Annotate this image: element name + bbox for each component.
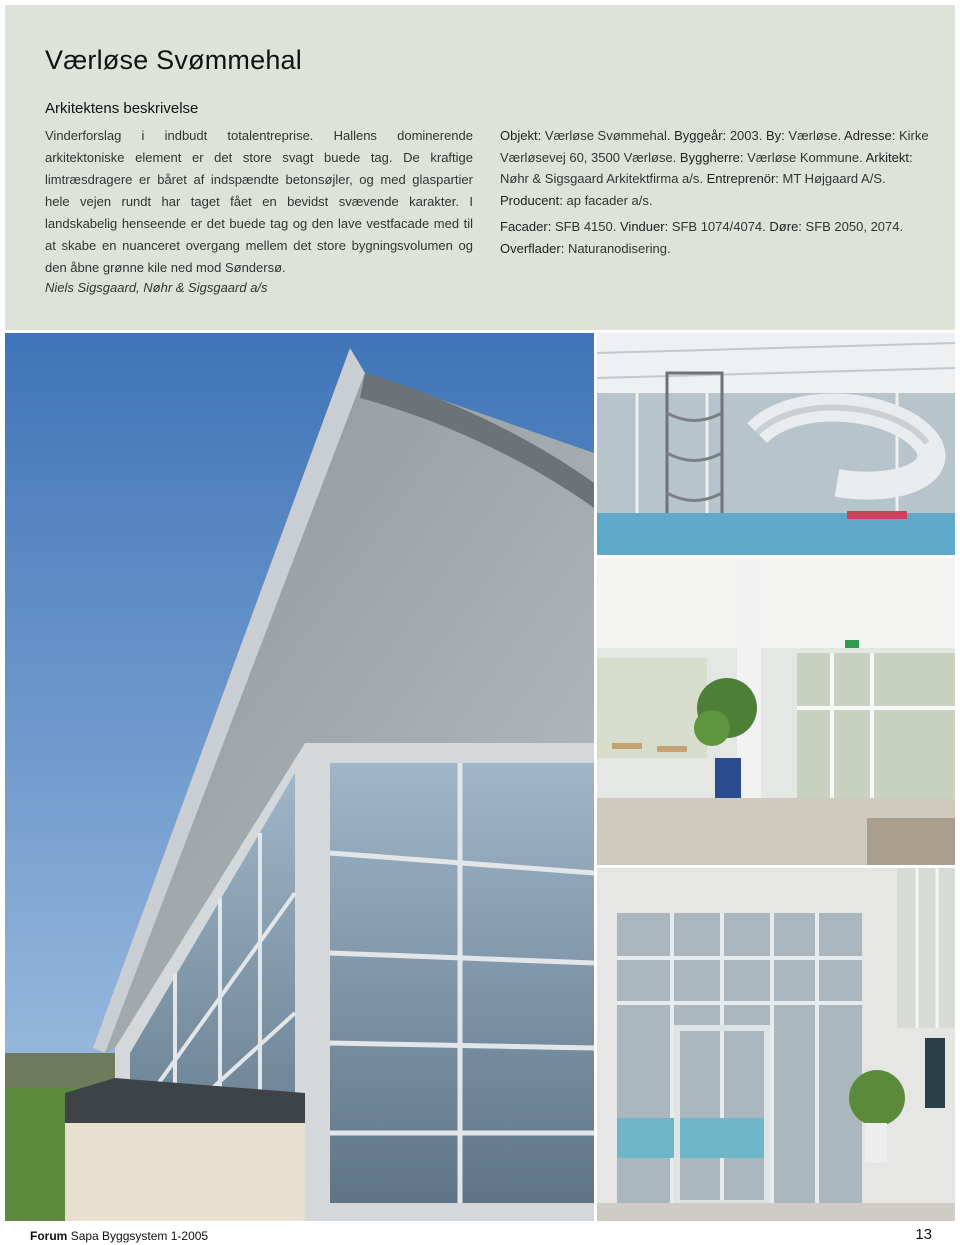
fact-value-entreprenor: MT Højgaard A/S.: [782, 171, 886, 186]
fact-value-dore: SFB 2050, 2074.: [805, 219, 904, 234]
cafe-interior-photo: [597, 558, 955, 865]
fact-label-facader: Facader:: [500, 219, 552, 234]
fact-value-facader: SFB 4150.: [554, 219, 617, 234]
water-slide-illustration: [597, 333, 955, 555]
fact-value-adresse: Kirke Værløsevej 60, 3500 Værløse.: [500, 128, 929, 165]
fact-label-producent: Producent:: [500, 192, 563, 208]
fact-label-vinduer: Vinduer:: [620, 219, 669, 234]
fact-value-objekt: Værløse Svømmehal.: [544, 128, 671, 143]
cafe-interior-illustration: [597, 558, 955, 865]
fact-label-by: By:: [765, 128, 785, 143]
footer-publication: Sapa Byggsystem 1-2005: [70, 1229, 209, 1243]
fact-label-dore: Døre:: [769, 219, 802, 234]
fact-value-byggeaar: 2003.: [729, 128, 763, 143]
fact-label-entreprenor: Entreprenör:: [706, 171, 779, 186]
architect-description: Vinderforslag i indbudt totalentreprise. Hallens dominerende arkitektoniske element er det store svagt buede tag. De kraftige limtræsdragere er båret af indspændte betonsøjler, og med glaspartier hele vejen rundt har taget fået en bevidst svævende karakter. I landskabelig henseende er det buede tag og den lave vestfacade med til at skabe en nuanceret overgang mellem det store bygningsvolumen og den åbne grønne kile ned mod Søndersø.: [45, 128, 473, 275]
lobby-entrance-illustration: [597, 868, 955, 1221]
fact-value-arkitekt: Nøhr & Sigsgaard Arkitektfirma a/s.: [500, 171, 704, 186]
project-facts: [500, 125, 935, 264]
fact-label-adresse: Adresse:: [844, 128, 896, 143]
facts-paragraph-2: [500, 216, 935, 259]
water-slide-photo: [597, 333, 955, 555]
fact-value-overflader: Naturanodisering.: [567, 240, 671, 256]
section-subtitle: Arkitektens beskrivelse: [45, 100, 199, 117]
fact-value-producent: ap facader a/s.: [566, 192, 653, 208]
header-panel: [5, 5, 955, 330]
lobby-entrance-photo: [597, 868, 955, 1221]
fact-value-bygherre: Værløse Kommune.: [747, 149, 863, 165]
fact-label-objekt: Objekt:: [500, 128, 542, 143]
exterior-roof-photo: [5, 333, 594, 1221]
exterior-roof-illustration: [5, 333, 594, 1221]
fact-label-byggeaar: Byggeår:: [674, 128, 727, 143]
author-credit: Niels Sigsgaard, Nøhr & Sigsgaard a/s: [45, 280, 268, 295]
fact-value-vinduer: SFB 1074/4074.: [671, 219, 766, 234]
fact-label-bygherre: Byggherre:: [679, 149, 744, 165]
footer-brand: Forum: [30, 1229, 68, 1243]
page-number: 13: [915, 1226, 932, 1243]
fact-value-by: Værløse.: [788, 128, 842, 143]
facts-paragraph-1: [500, 125, 935, 211]
page-title: Værløse Svømmehal: [45, 45, 302, 75]
fact-label-overflader: Overflader:: [500, 240, 565, 256]
page-footer: [30, 1229, 208, 1243]
fact-label-arkitekt: Arkitekt:: [865, 149, 913, 165]
